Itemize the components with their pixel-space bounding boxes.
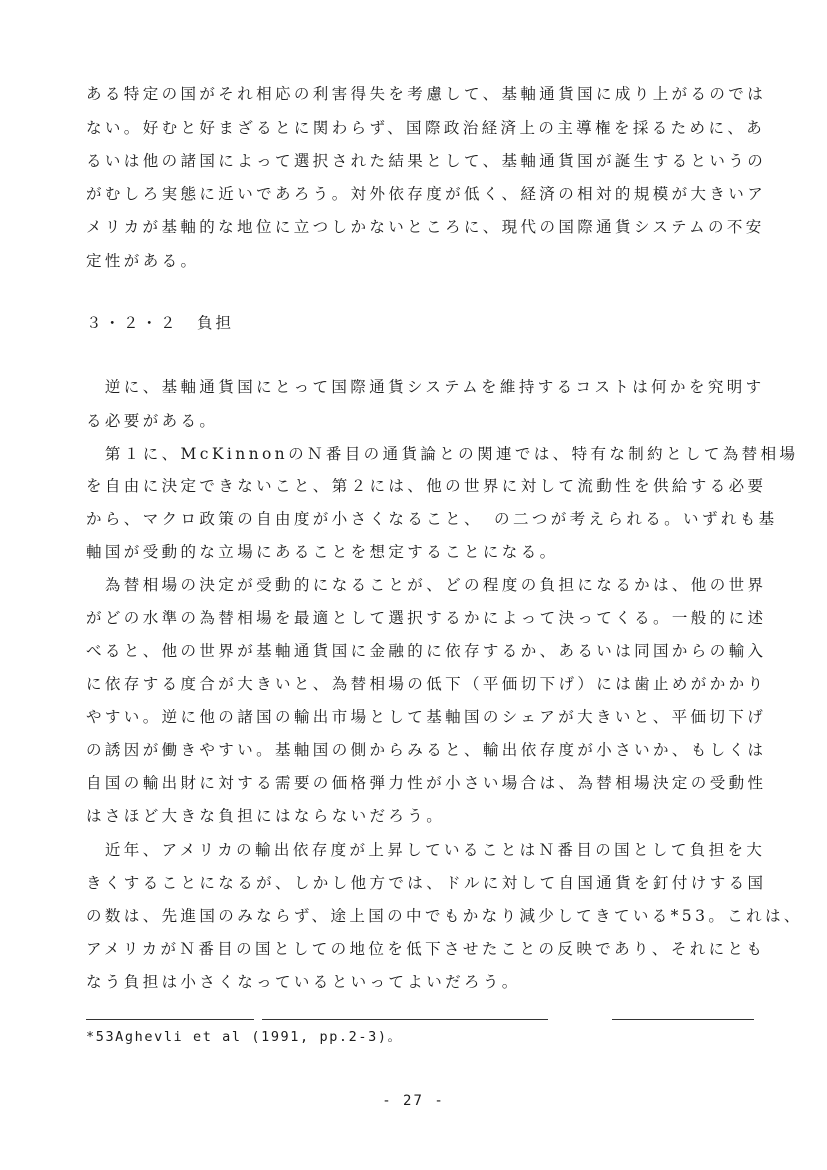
paragraph-line: がむしろ実態に近いであろう。対外依存度が低く、経済の相対的規模が大きいア	[86, 185, 767, 203]
paragraph-line: 為替相場の決定が受動的になることが、どの程度の負担になるかは、他の世界	[86, 576, 767, 594]
paragraph-line: 定性がある。	[86, 252, 200, 270]
paragraph-line: の数は、先進国のみならず、途上国の中でもかなり減少してきている*53。これは、	[86, 907, 803, 925]
paragraph-line: ない。好むと好まざるとに関わらず、国際政治経済上の主導権を採るために、あ	[86, 119, 766, 137]
paragraph-line: から、マクロ政策の自由度が小さくなること、 の二つが考えられる。いずれも基	[86, 510, 778, 528]
footnote-rule	[262, 1019, 548, 1020]
paragraph-line: 自国の輸出財に対する需要の価格弾力性が小さい場合は、為替相場決定の受動性	[86, 774, 767, 792]
paragraph-line: 第１に、McKinnonのＮ番目の通貨論との関連では、特有な制約として為替相場	[86, 445, 799, 463]
paragraph-line: がどの水準の為替相場を最適として選択するかによって決ってくる。一般的に述	[86, 609, 767, 627]
paragraph-line: の誘因が働きやすい。基軸国の側からみると、輸出依存度が小さいか、もしくは	[86, 741, 767, 759]
footnote-rule	[612, 1019, 754, 1020]
paragraph-line: る必要がある。	[86, 412, 219, 430]
page-number: - 27 -	[382, 1093, 445, 1109]
footnote: *53Aghevli et al (1991, pp.2-3)。	[86, 1029, 403, 1045]
paragraph-line: 逆に、基軸通貨国にとって国際通貨システムを維持するコストは何かを究明す	[86, 378, 765, 396]
paragraph-line: 軸国が受動的な立場にあることを想定することになる。	[86, 543, 559, 561]
paragraph-line: やすい。逆に他の諸国の輸出市場として基軸国のシェアが大きいと、平価切下げ	[86, 708, 767, 726]
paragraph-line: を自由に決定できないこと、第２には、他の世界に対して流動性を供給する必要	[86, 477, 767, 495]
paragraph-line: に依存する度合が大きいと、為替相場の低下（平価切下げ）には歯止めがかかり	[86, 675, 767, 693]
paragraph-line: なう負担は小さくなっているといってよいだろう。	[86, 973, 521, 991]
paragraph-line: アメリカがＮ番目の国としての地位を低下させたことの反映であり、それにとも	[86, 940, 766, 958]
paragraph-line: るいは他の諸国によって選択された結果として、基軸通貨国が誕生するというの	[86, 152, 767, 170]
paragraph-line: 近年、アメリカの輸出依存度が上昇していることはＮ番目の国として負担を大	[86, 841, 766, 859]
paragraph-line: ある特定の国がそれ相応の利害得失を考慮して、基軸通貨国に成り上がるのでは	[86, 85, 767, 103]
section-heading: ３・２・２ 負担	[86, 314, 235, 332]
footnote-rule	[86, 1019, 254, 1020]
paragraph-line: きくすることになるが、しかし他方では、ドルに対して自国通貨を釘付けする国	[86, 874, 767, 892]
paragraph-line: べると、他の世界が基軸通貨国に金融的に依存するか、あるいは同国からの輸入	[86, 642, 767, 660]
paragraph-line: はさほど大きな負担にはならないだろう。	[86, 807, 446, 825]
paragraph-line: メリカが基軸的な地位に立つしかないところに、現代の国際通貨システムの不安	[86, 218, 765, 236]
